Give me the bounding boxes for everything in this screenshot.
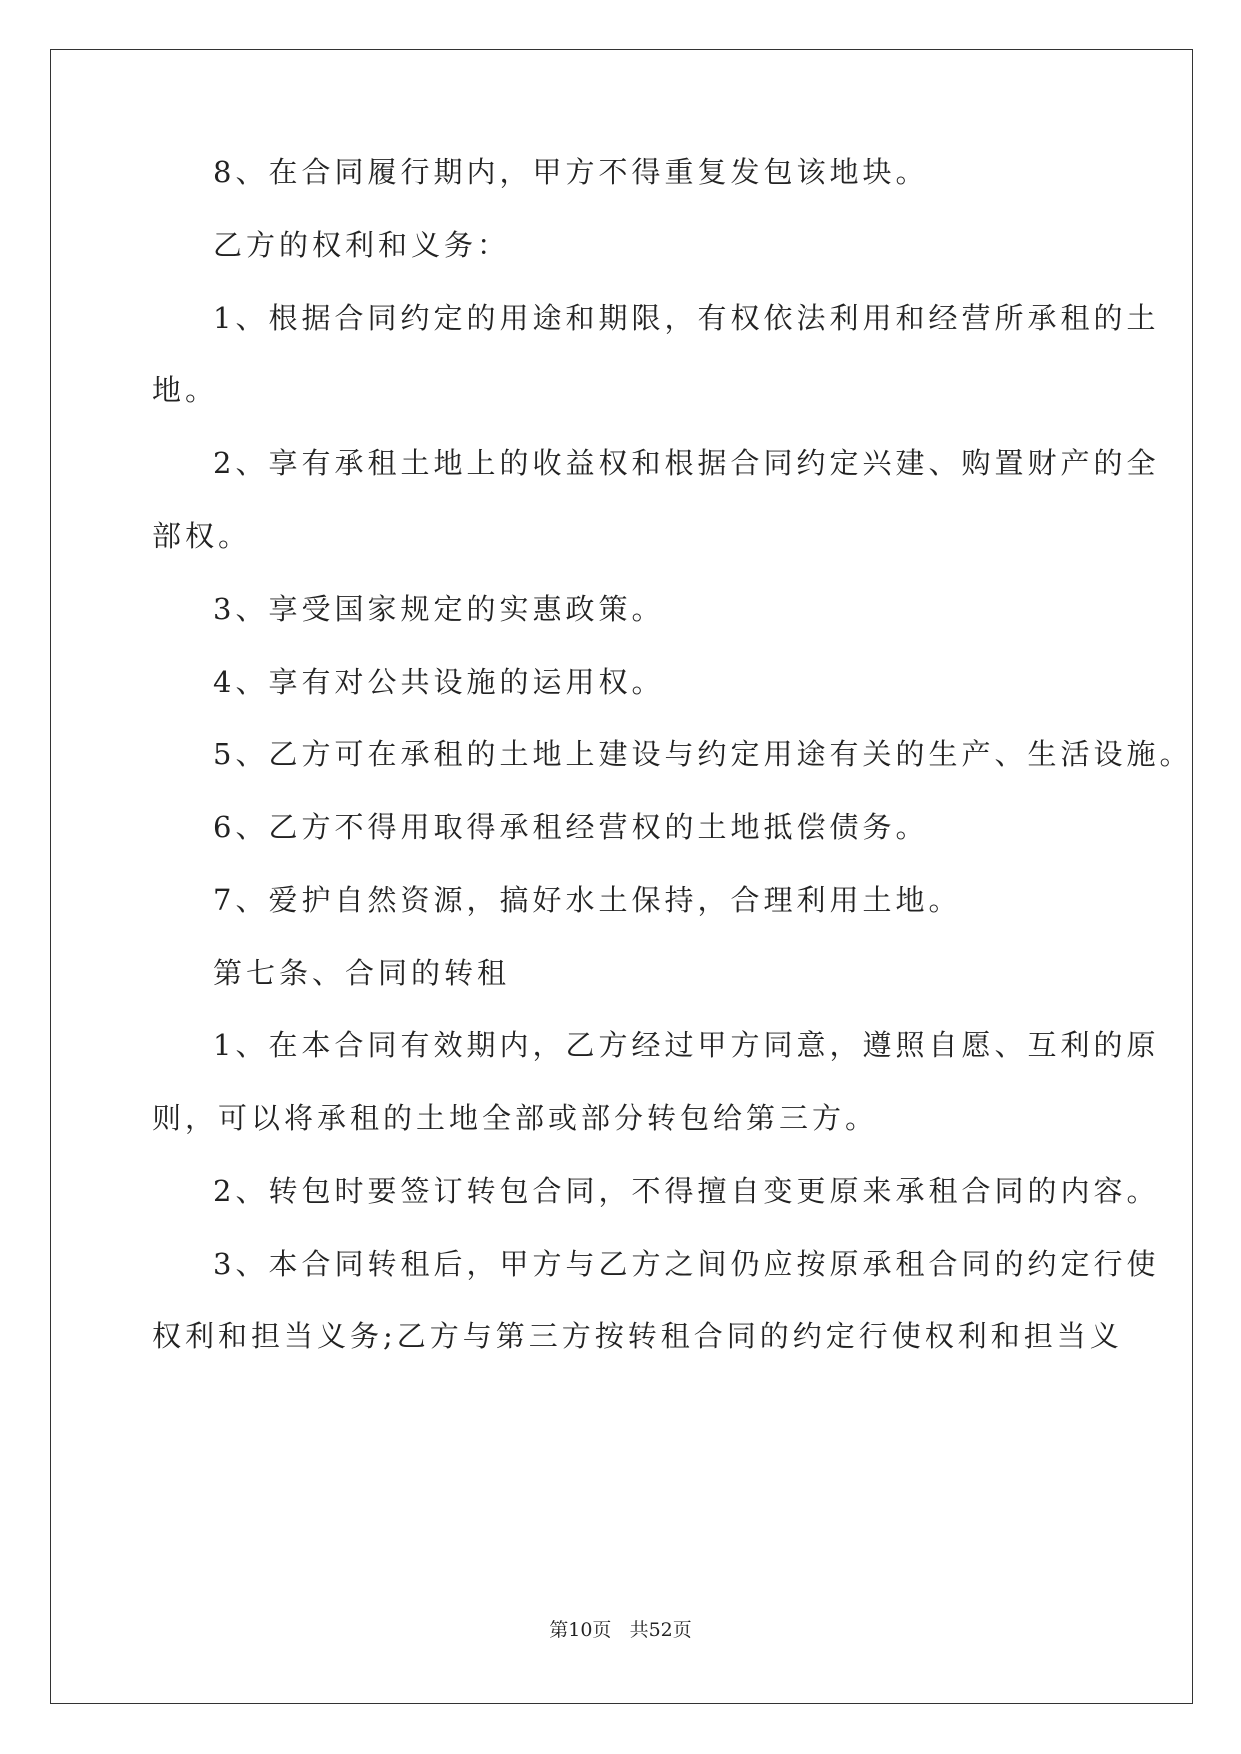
paragraph-line: 1、根据合同约定的用途和期限，有权依法利用和经营所承租的土	[213, 301, 1160, 335]
paragraph-line: 地。	[152, 373, 219, 407]
paragraph-line: 2、转包时要签订转包合同，不得擅自变更原来承租合同的内容。	[213, 1174, 1160, 1208]
paragraph-line: 乙方的权利和义务：	[213, 228, 511, 262]
paragraph-line: 5、乙方可在承租的土地上建设与约定用途有关的生产、生活设施。	[213, 737, 1193, 771]
paragraph-line: 1、在本合同有效期内，乙方经过甲方同意，遵照自愿、互利的原	[213, 1028, 1160, 1062]
paragraph-line: 权利和担当义务;乙方与第三方按转租合同的约定行使权利和担当义	[152, 1319, 1123, 1353]
paragraph-line: 3、本合同转租后，甲方与乙方之间仍应按原承租合同的约定行使	[213, 1247, 1160, 1281]
section-heading: 第七条、合同的转租	[213, 956, 511, 990]
paragraph-line: 8、在合同履行期内，甲方不得重复发包该地块。	[213, 155, 929, 189]
paragraph-line: 7、爱护自然资源，搞好水土保持，合理利用土地。	[213, 883, 962, 917]
paragraph-line: 3、享受国家规定的实惠政策。	[213, 592, 665, 626]
paragraph-line: 6、乙方不得用取得承租经营权的土地抵偿债务。	[213, 810, 929, 844]
page-footer	[0, 1617, 1241, 1643]
paragraph-line: 2、享有承租土地上的收益权和根据合同约定兴建、购置财产的全	[213, 446, 1160, 480]
paragraph-line: 则，可以将承租的土地全部或部分转包给第三方。	[152, 1101, 879, 1135]
paragraph-line: 部权。	[152, 519, 252, 553]
total-pages-label: 共52页	[629, 1619, 692, 1641]
current-page-label: 第10页	[549, 1619, 612, 1641]
paragraph-line: 4、享有对公共设施的运用权。	[213, 665, 665, 699]
